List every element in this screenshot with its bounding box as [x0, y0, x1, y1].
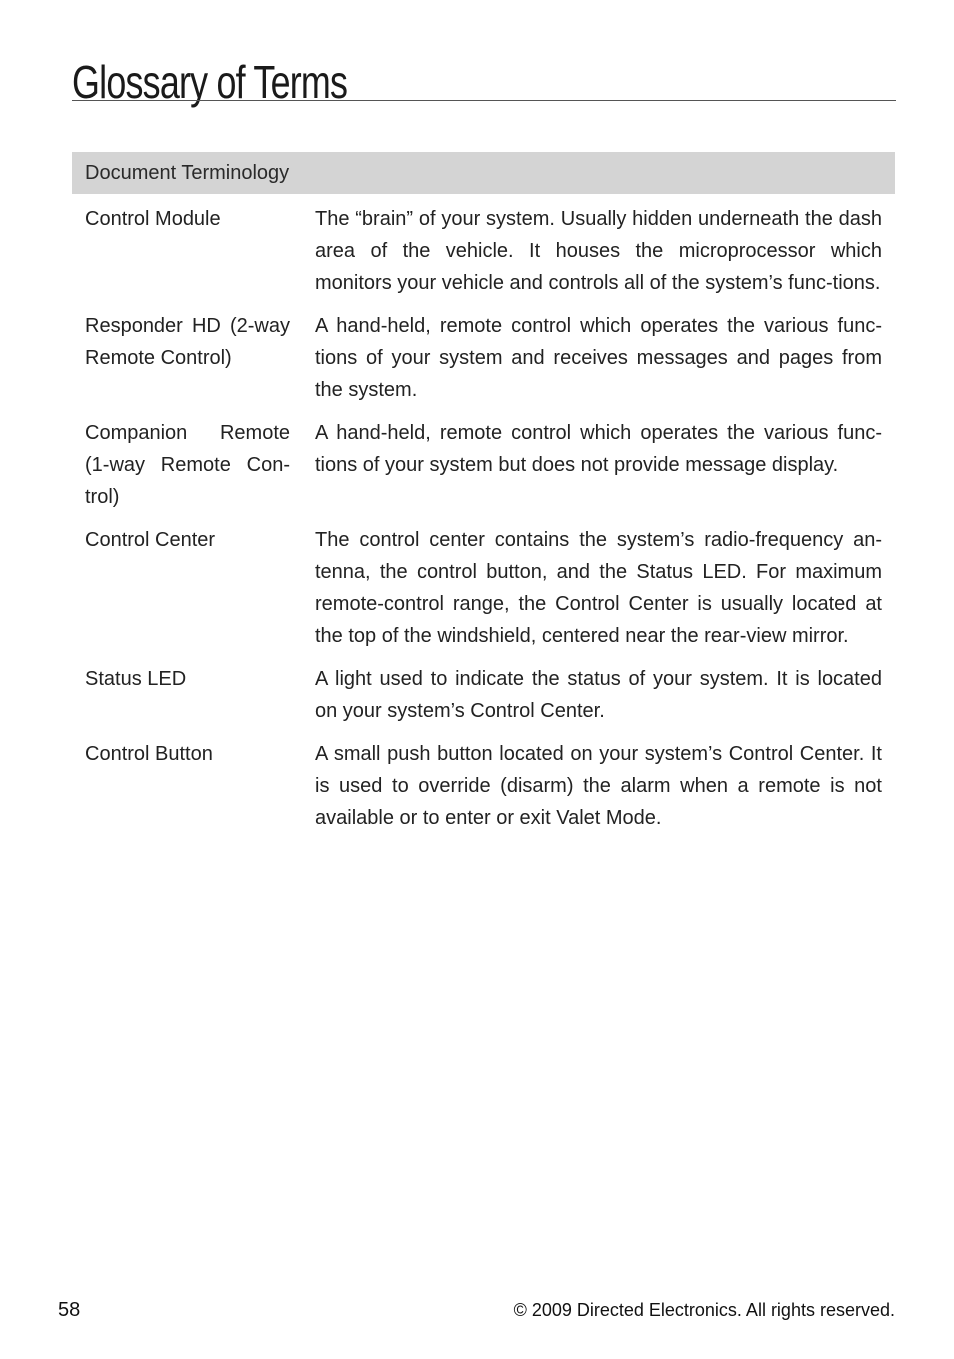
glossary-row-responder-hd — [72, 310, 895, 406]
title-divider — [72, 100, 896, 101]
term-label: Control Module — [85, 208, 221, 230]
glossary-row-control-module — [72, 203, 895, 299]
glossary-table — [72, 152, 895, 834]
term-label: Companion Remote (1-way Remote Con-trol) — [85, 422, 290, 508]
glossary-row-control-button — [72, 738, 895, 834]
term-definition: The control center contains the system’s radio-frequency an-tenna, the control button, and the Status LED. For maximum remote-control range, the Control Center is usually located at the top of the windshield, centered near the rear-view mirror. — [315, 529, 882, 647]
section-header: Document Terminology — [72, 152, 895, 194]
term-label: Responder HD (2-way Remote Control) — [85, 315, 290, 369]
term-label: Control Button — [85, 743, 213, 765]
term-definition: The “brain” of your system. Usually hidden underneath the dash area of the vehicle. It houses the microprocessor which monitors your vehicle and controls all of the system’s func-tions. — [315, 208, 882, 294]
term-definition: A light used to indicate the status of your system. It is located on your system’s Control Center. — [315, 668, 882, 722]
glossary-row-companion-remote — [72, 417, 895, 513]
term-definition: A small push button located on your system’s Control Center. It is used to override (disarm) the alarm when a remote is not available or to enter or exit Valet Mode. — [315, 743, 882, 829]
term-label: Control Center — [85, 529, 216, 551]
glossary-row-status-led — [72, 663, 895, 727]
page-title: Glossary of Terms — [72, 56, 348, 108]
glossary-row-control-center — [72, 524, 895, 652]
copyright-notice: © 2009 Directed Electronics. All rights reserved. — [513, 1300, 895, 1320]
page-number: 58 — [58, 1299, 81, 1321]
term-label: Status LED — [85, 668, 187, 690]
term-definition: A hand-held, remote control which operates the various func-tions of your system and receives messages and pages from the system. — [315, 315, 882, 401]
term-definition: A hand-held, remote control which operates the various func-tions of your system but does not provide message display. — [315, 422, 882, 476]
